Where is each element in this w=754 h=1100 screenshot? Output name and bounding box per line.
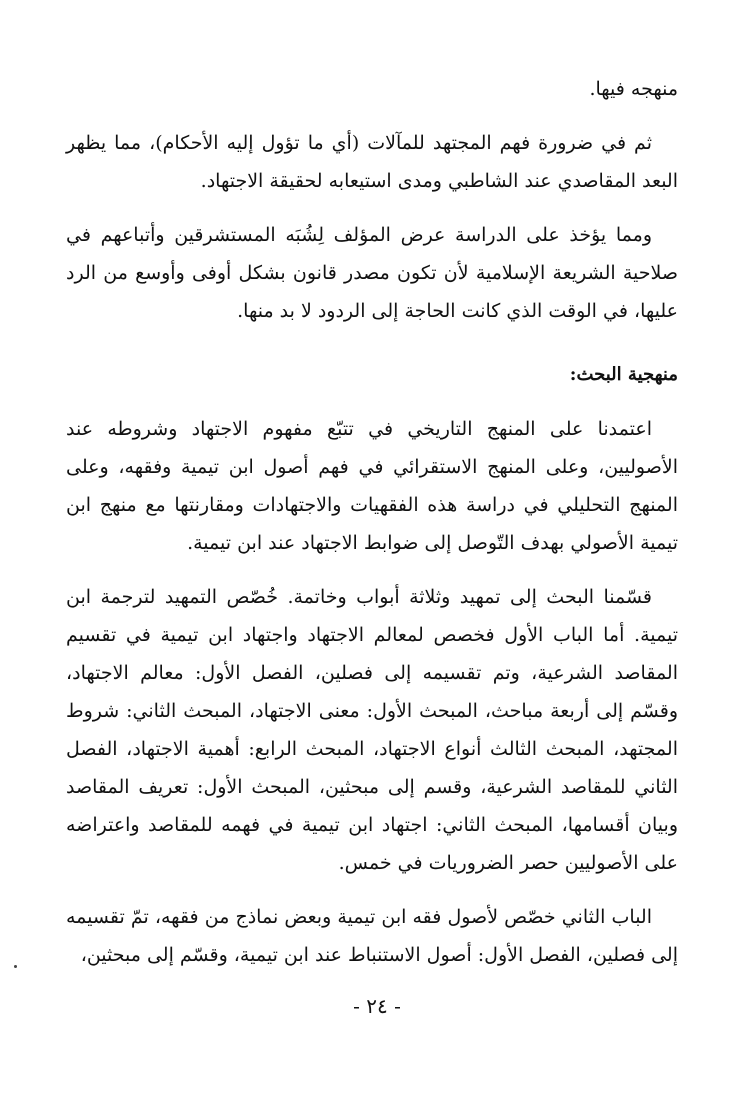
paragraph-0: منهجه فيها. — [589, 78, 678, 100]
paragraph-2: ومما يؤخذ على الدراسة عرض المؤلف لِشُبَه المستشرقين وأتباعهم في صلاحية الشريعة الإسلامية لأن تكون مصدر قانون بشكل أوفى وأوسع من الرد عليها، في الوقت الذي كانت الحاجة إلى الردود لا بد منها. — [66, 224, 678, 322]
scan-speck — [14, 965, 17, 968]
page-number: - ٢٤ - — [353, 994, 401, 1018]
document-body — [66, 70, 678, 974]
section-heading: منهجية البحث: — [569, 364, 678, 385]
paragraph-1: ثم في ضرورة فهم المجتهد للمآلات (أي ما تؤول إليه الأحكام)، مما يظهر البعد المقاصدي عند الشاطبي ومدى استيعابه لحقيقة الاجتهاد. — [66, 132, 678, 192]
paragraph-3: اعتمدنا على المنهج التاريخي في تتبّع مفهوم الاجتهاد وشروطه عند الأصوليين، وعلى المنهج الاستقرائي في فهم أصول ابن تيمية وفقهه، وعلى المنهج التحليلي في دراسة هذه الفقهيات والاجتهادات ومقارنتها مع منهج ابن تيمية الأصولي بهدف التّوصل إلى ضوابط الاجتهاد عند ابن تيمية. — [66, 418, 678, 554]
paragraph-4: قسّمنا البحث إلى تمهيد وثلاثة أبواب وخاتمة. خُصّص التمهيد لترجمة ابن تيمية. أما الباب الأول فخصص لمعالم الاجتهاد واجتهاد ابن تيمية في تقسيم المقاصد الشرعية، وتم تقسيمه إلى فصلين، الفصل الأول: معالم الاجتهاد، وقسّم إلى أربعة مباحث، المبحث الأول: معنى الاجتهاد، المبحث الثاني: شروط المجتهد، المبحث الثالث أنواع الاجتهاد، المبحث الرابع: أهمية الاجتهاد، الفصل الثاني للمقاصد الشرعية، وقسم إلى مبحثين، المبحث الأول: تعريف المقاصد وبيان أقسامها، المبحث الثاني: اجتهاد ابن تيمية في فهمه للمقاصد واعتراضه على الأصوليين حصر الضروريات في خمس. — [66, 586, 678, 874]
paragraph-5: الباب الثاني خصّص لأصول فقه ابن تيمية وبعض نماذج من فقهه، تمّ تقسيمه إلى فصلين، الفصل الأول: أصول الاستنباط عند ابن تيمية، وقسّم إلى مبحثين، — [66, 906, 678, 966]
